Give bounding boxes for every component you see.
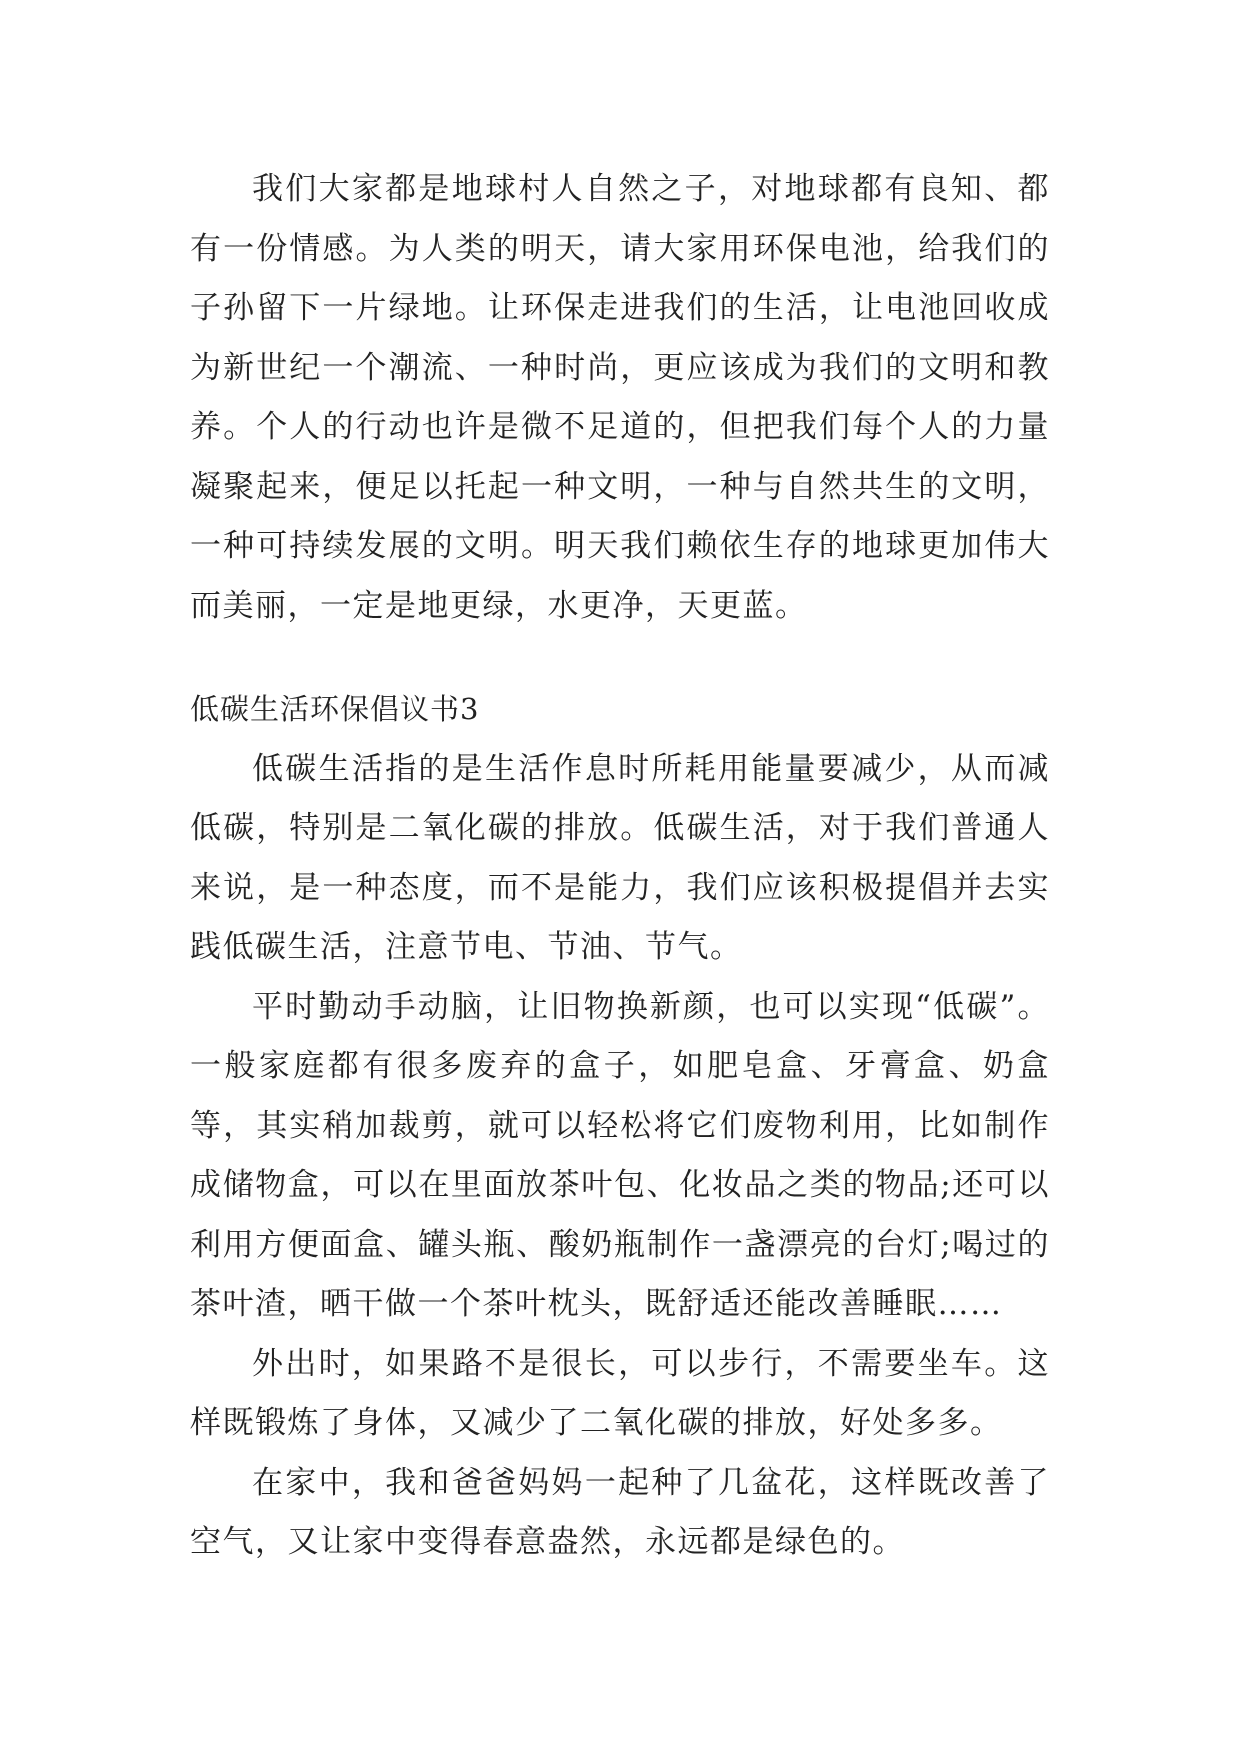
paragraph-low-carbon-definition: 低碳生活指的是生活作息时所耗用能量要减少，从而减低碳，特别是二氧化碳的排放。低碳生活，对于我们普通人来说，是一种态度，而不是能力，我们应该积极提倡并去实践低碳生活，注意节电、节油、节气。 [190, 750, 1050, 965]
paragraph-walking: 外出时，如果路不是很长，可以步行，不需要坐车。这样既锻炼了身体，又减少了二氧化碳的排放，好处多多。 [190, 1345, 1050, 1441]
section-spacer [190, 636, 1050, 680]
paragraph-environment-call: 我们大家都是地球村人自然之子，对地球都有良知、都有一份情感。为人类的明天，请大家用环保电池，给我们的子孙留下一片绿地。让环保走进我们的生活，让电池回收成为新世纪一个潮流、一种时尚，更应该成为我们的文明和教养。个人的行动也许是微不足道的，但把我们每个人的力量凝聚起来，便足以托起一种文明，一种与自然共生的文明，一种可持续发展的文明。明天我们赖依生存的地球更加伟大而美丽，一定是地更绿，水更净，天更蓝。 [190, 171, 1050, 624]
section-title: 低碳生活环保倡议书3 [190, 692, 480, 726]
paragraph-plants-at-home: 在家中，我和爸爸妈妈一起种了几盆花，这样既改善了空气，又让家中变得春意盎然，永远都是绿色的。 [190, 1464, 1050, 1560]
document-body [190, 160, 1050, 1573]
paragraph-reuse-items: 平时勤动手动脑，让旧物换新颜，也可以实现“低碳”。一般家庭都有很多废弃的盒子，如肥皂盒、牙膏盒、奶盒等，其实稍加裁剪，就可以轻松将它们废物利用，比如制作成储物盒，可以在里面放茶叶包、化妆品之类的物品;还可以利用方便面盒、罐头瓶、酸奶瓶制作一盏漂亮的台灯;喝过的茶叶渣，晒干做一个茶叶枕头，既舒适还能改善睡眠…… [190, 988, 1050, 1322]
